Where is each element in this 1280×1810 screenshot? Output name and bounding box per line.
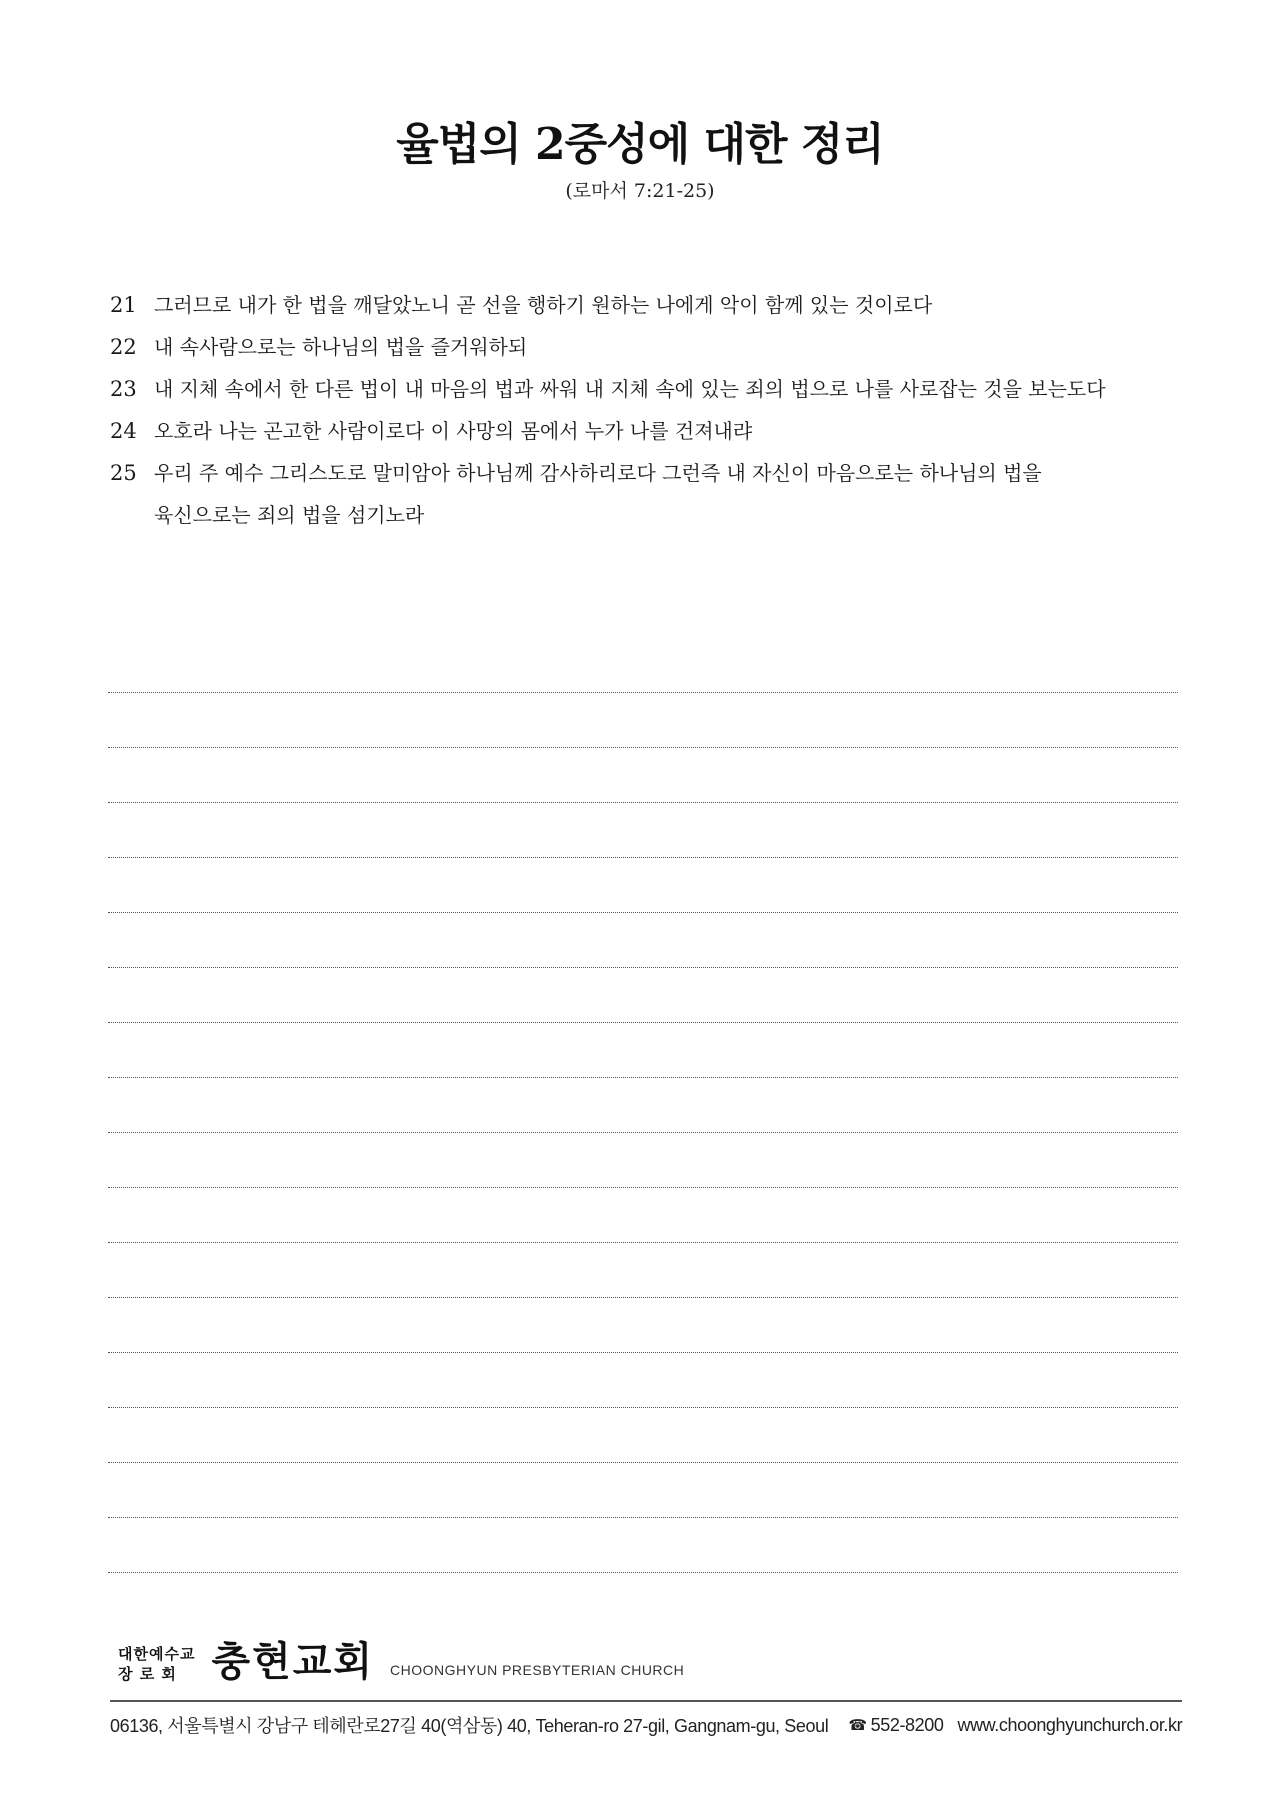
footer-phone — [848, 1715, 943, 1736]
verse-number: 22 — [110, 335, 137, 359]
verse-21 — [110, 284, 1190, 326]
page-subtitle: (로마서 7:21-25) — [565, 180, 715, 202]
note-lines — [108, 638, 1178, 1573]
note-line[interactable] — [108, 803, 1178, 858]
phone-number: 552-8200 — [870, 1714, 944, 1735]
note-line[interactable] — [108, 1518, 1178, 1573]
note-line[interactable] — [108, 1188, 1178, 1243]
verse-22 — [110, 326, 1190, 368]
note-line[interactable] — [108, 1023, 1178, 1078]
verse-text: 그러므로 내가 한 법을 깨달았노니 곧 선을 행하기 원하는 나에게 악이 함께 있는 것이로다 — [154, 293, 933, 317]
church-english-name: CHOONGHYUN PRESBYTERIAN CHURCH — [390, 1662, 685, 1678]
telephone-icon: ☎ — [848, 1717, 867, 1734]
note-line[interactable] — [108, 1408, 1178, 1463]
page-title: 율법의 2중성에 대한 정리 — [396, 119, 884, 170]
note-line[interactable] — [108, 1353, 1178, 1408]
footer-website[interactable]: www.choonghyunchurch.or.kr — [957, 1714, 1183, 1735]
note-line[interactable] — [108, 1298, 1178, 1353]
verse-23 — [110, 368, 1190, 410]
note-line[interactable] — [108, 968, 1178, 1023]
footer-address: 06136, 서울특별시 강남구 테헤란로27길 40(역삼동) 40, Teheran-ro 27-gil, Gangnam-gu, Seoul — [110, 1716, 829, 1736]
verse-number: 24 — [110, 419, 137, 443]
logo-small-line-1: 대한예수교 — [118, 1645, 196, 1663]
verse-number: 25 — [110, 461, 137, 485]
verse-text: 내 속사람으로는 하나님의 법을 즐거워하되 — [154, 335, 528, 359]
verse-25 — [110, 452, 1190, 536]
verse-text: 우리 주 예수 그리스도로 말미암아 하나님께 감사하리로다 그런즉 내 자신이 마음으로는 하나님의 법을 육신으로는 죄의 법을 섬기노라 — [154, 461, 1042, 527]
note-line[interactable] — [108, 693, 1178, 748]
church-logo — [118, 1640, 684, 1684]
note-line[interactable] — [108, 1078, 1178, 1133]
note-line[interactable] — [108, 1463, 1178, 1518]
note-line[interactable] — [108, 638, 1178, 693]
verse-number: 23 — [110, 377, 137, 401]
verse-24 — [110, 410, 1190, 452]
note-line[interactable] — [108, 1133, 1178, 1188]
verse-list — [110, 284, 1190, 536]
note-line[interactable] — [108, 913, 1178, 968]
logo-church-name: 충현교회 — [211, 1638, 375, 1685]
verse-number: 21 — [110, 293, 137, 317]
verse-text: 내 지체 속에서 한 다른 법이 내 마음의 법과 싸워 내 지체 속에 있는 죄의 법으로 나를 사로잡는 것을 보는도다 — [154, 377, 1106, 401]
note-line[interactable] — [108, 748, 1178, 803]
note-line[interactable] — [108, 858, 1178, 913]
verse-text: 오호라 나는 곤고한 사람이로다 이 사망의 몸에서 누가 나를 건져내랴 — [154, 419, 753, 443]
footer-contact — [110, 1712, 1182, 1738]
logo-denomination — [118, 1644, 195, 1684]
footer-divider — [110, 1700, 1182, 1702]
note-line[interactable] — [108, 1243, 1178, 1298]
logo-small-line-2: 장 로 회 — [118, 1665, 177, 1683]
